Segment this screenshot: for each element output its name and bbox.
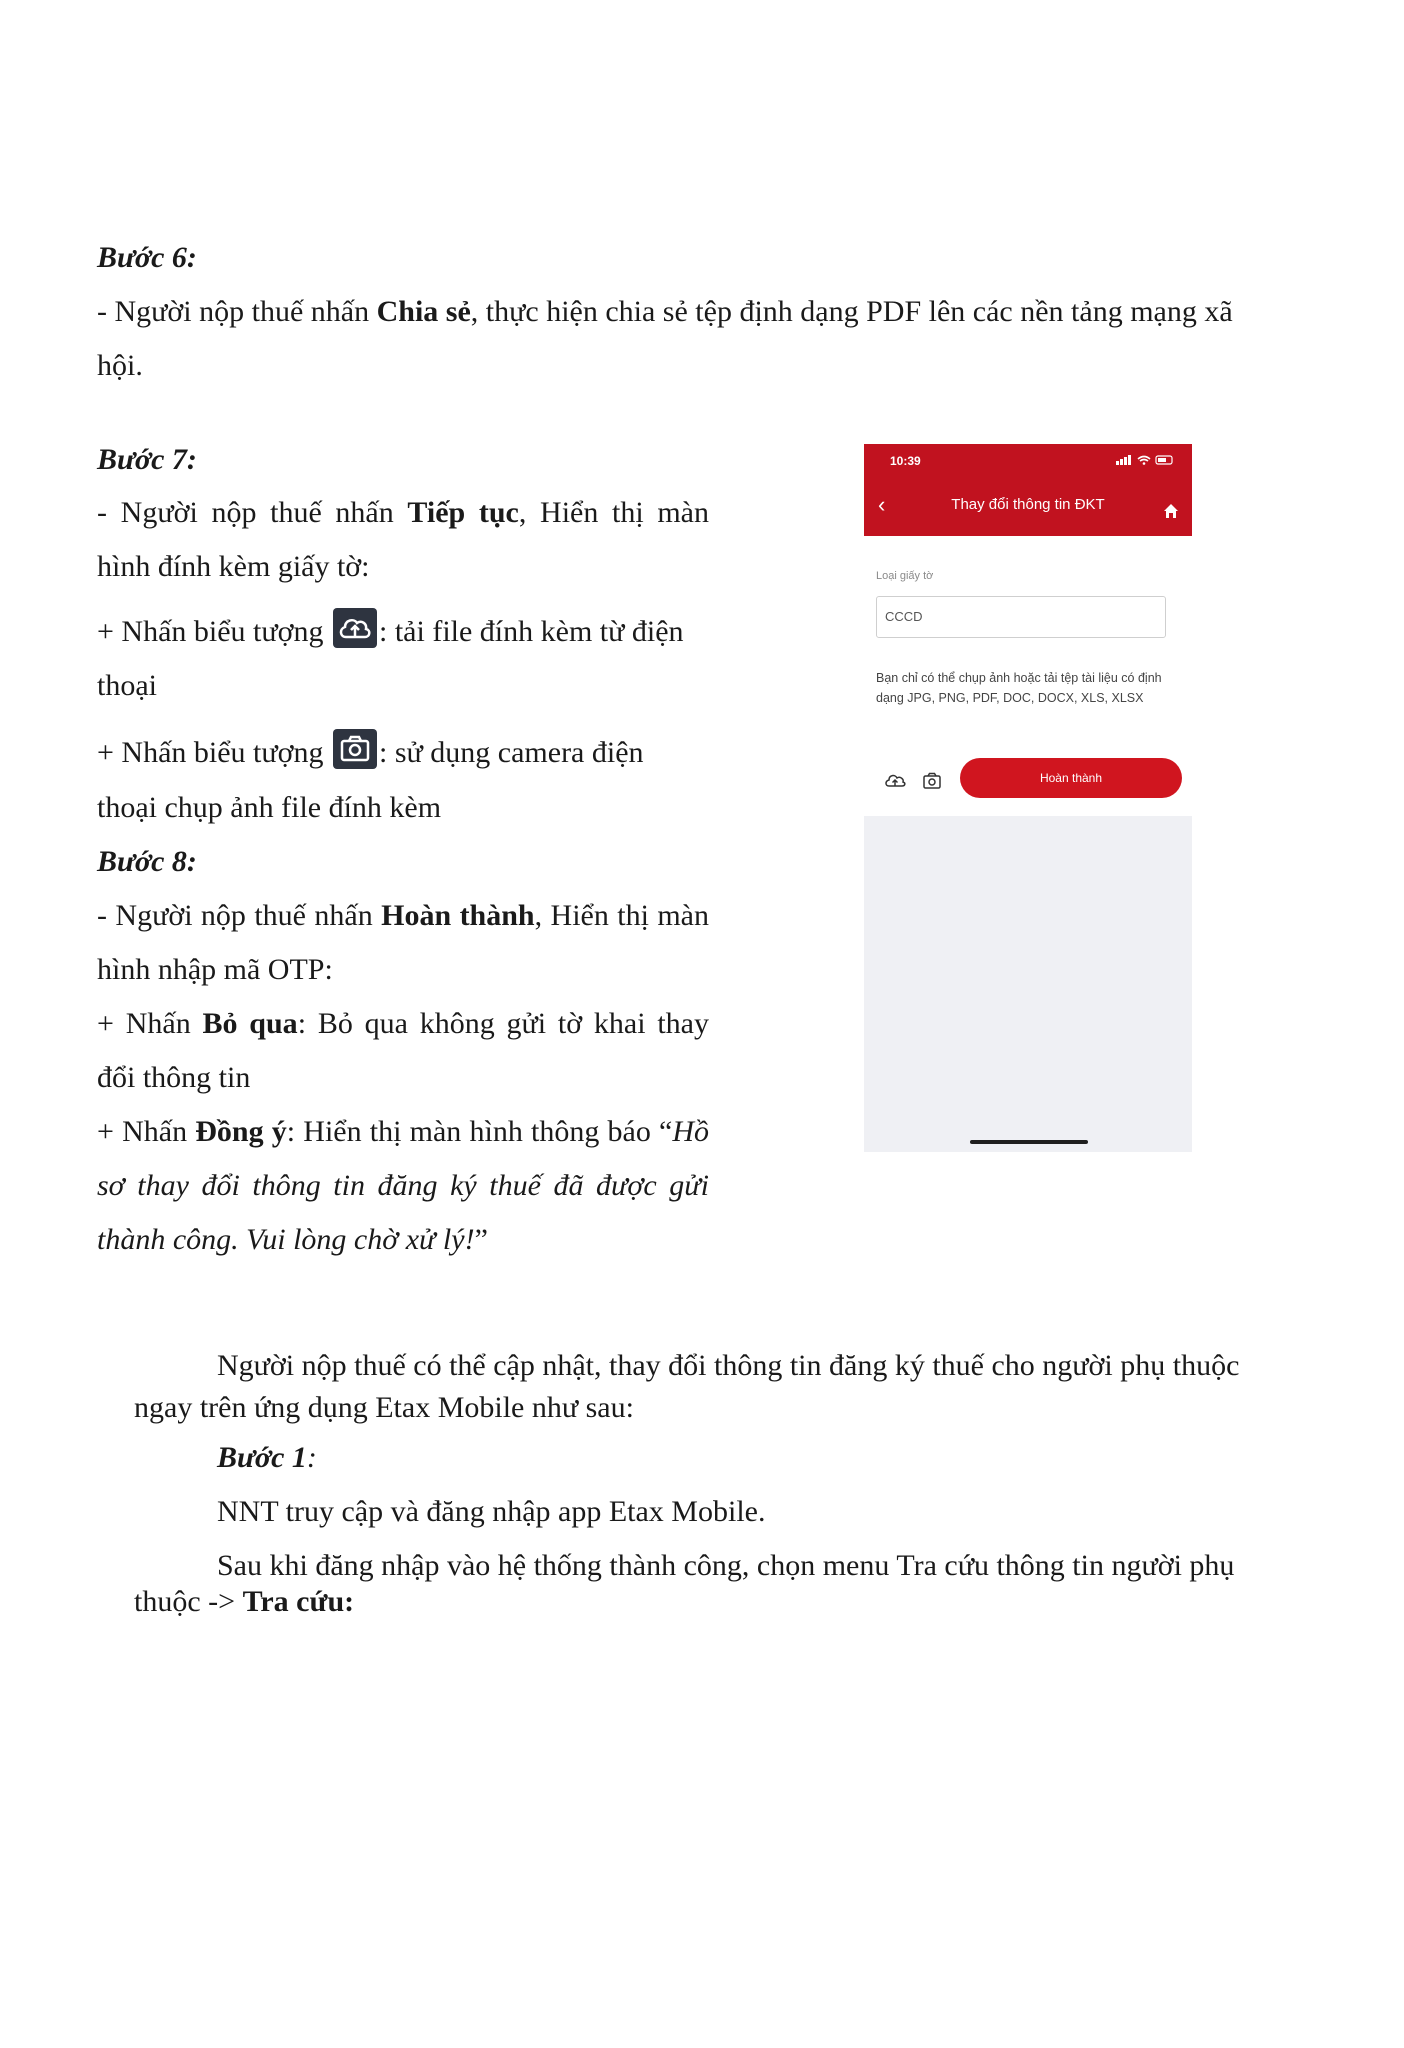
step8-agree-term: Đồng ý — [195, 1115, 287, 1148]
dependents-step1-colon: : — [306, 1441, 317, 1474]
step8-text-a: - Người nộp thuế nhấn — [97, 899, 382, 932]
step8-close-quote: ” — [474, 1223, 488, 1256]
dependents-paragraph-line-2: ngay trên ứng dụng Etax Mobile như sau: — [134, 1391, 634, 1424]
step7-upload-text-b: : tải file đính kèm từ điện — [379, 615, 684, 648]
step6-text-c: , thực hiện chia sẻ tệp định dạng PDF lên các nền tảng mạng xã — [470, 295, 1233, 328]
step7-line-1 — [97, 493, 709, 533]
dependents-login-text: NNT truy cập và đăng nhập app Etax Mobile. — [217, 1495, 766, 1528]
phone-screenshot — [864, 444, 1192, 1152]
camera-small-icon[interactable] — [922, 764, 942, 798]
complete-button[interactable]: Hoàn thành — [960, 758, 1182, 798]
step8-message-mid: sơ thay đổi thông tin đăng ký thuế đã được gửi — [97, 1169, 709, 1202]
step6-heading: Bước 6: — [97, 241, 197, 274]
dependents-paragraph-line-1: Người nộp thuế có thể cập nhật, thay đổi thông tin đăng ký thuế cho người phụ thuộc — [217, 1349, 1240, 1382]
step7-line-5 — [97, 733, 709, 775]
dependents-menu-line-2 — [134, 1582, 354, 1622]
step8-heading: Bước 8: — [97, 845, 197, 878]
phone-header — [864, 444, 1192, 536]
step7-heading: Bước 7: — [97, 443, 197, 476]
document-type-field[interactable]: CCCD — [876, 596, 1166, 638]
step7-text-c: , Hiển thị màn — [518, 496, 710, 529]
document-type-label: Loại giấy tờ — [876, 570, 934, 582]
file-format-note: Bạn chỉ có thể chụp ảnh hoặc tải tệp tài liệu có định dạng JPG, PNG, PDF, DOC, DOCX, XLS, XLSX — [876, 671, 1162, 705]
step8-message-start: Hồ — [672, 1115, 709, 1148]
dependents-menu-line-1: Sau khi đăng nhập vào hệ thống thành công, chọn menu Tra cứu thông tin người phụ — [217, 1549, 1235, 1582]
step7-line-4: thoại — [97, 669, 157, 702]
step6-line-2: hội. — [97, 349, 143, 382]
cloud-upload-icon — [333, 608, 377, 648]
step7-line-3 — [97, 612, 709, 654]
dependents-menu-text-a: thuộc -> — [134, 1585, 243, 1618]
step8-line-7 — [97, 1220, 488, 1260]
step7-text-a: - Người nộp thuế nhấn — [97, 496, 408, 529]
status-icons — [1116, 454, 1176, 469]
step8-line-1 — [97, 896, 709, 936]
step7-upload-text-a: + Nhấn biểu tượng — [97, 615, 324, 648]
back-chevron-icon[interactable]: ‹ — [878, 492, 886, 517]
home-indicator — [970, 1140, 1088, 1144]
step8-line-2: hình nhập mã OTP: — [97, 953, 333, 986]
step7-line-6: thoại chụp ảnh file đính kèm — [97, 791, 442, 824]
step6-share-term: Chia sẻ — [376, 295, 471, 328]
step8-skip-term: Bỏ qua — [202, 1007, 298, 1040]
step7-line-2: hình đính kèm giấy tờ: — [97, 550, 370, 583]
step8-skip-text-c: : Bỏ qua không gửi tờ khai thay — [297, 1007, 709, 1040]
step6-line-1 — [97, 292, 1295, 332]
phone-empty-area — [864, 816, 1192, 1152]
step8-line-5 — [97, 1112, 709, 1152]
step8-line-4: đổi thông tin — [97, 1061, 251, 1094]
step8-line-6 — [97, 1166, 709, 1206]
phone-time: 10:39 — [890, 454, 921, 468]
step7-camera-text-b: : sử dụng camera điện — [379, 736, 644, 769]
step8-agree-text-c: : Hiển thị màn hình thông báo “ — [286, 1115, 673, 1148]
step6-text-a: - Người nộp thuế nhấn — [97, 295, 377, 328]
step7-camera-text-a: + Nhấn biểu tượng — [97, 736, 324, 769]
step8-line-3 — [97, 1004, 709, 1044]
step8-agree-text-a: + Nhấn — [97, 1115, 196, 1148]
phone-title: Thay đổi thông tin ĐKT — [951, 496, 1105, 513]
step8-message-end: thành công. Vui lòng chờ xử lý! — [97, 1223, 475, 1256]
step8-finish-term: Hoàn thành — [381, 899, 535, 932]
dependents-step1-label: Bước 1 — [217, 1441, 307, 1474]
step7-continue-term: Tiếp tục — [407, 496, 519, 529]
step8-skip-text-a: + Nhấn — [97, 1007, 203, 1040]
step8-text-c: , Hiển thị màn — [534, 899, 709, 932]
dependents-lookup-term: Tra cứu: — [242, 1585, 355, 1618]
camera-icon — [333, 729, 377, 769]
upload-cloud-icon[interactable] — [884, 764, 906, 798]
home-icon[interactable] — [1162, 494, 1180, 528]
dependents-step1-heading — [217, 1438, 317, 1478]
